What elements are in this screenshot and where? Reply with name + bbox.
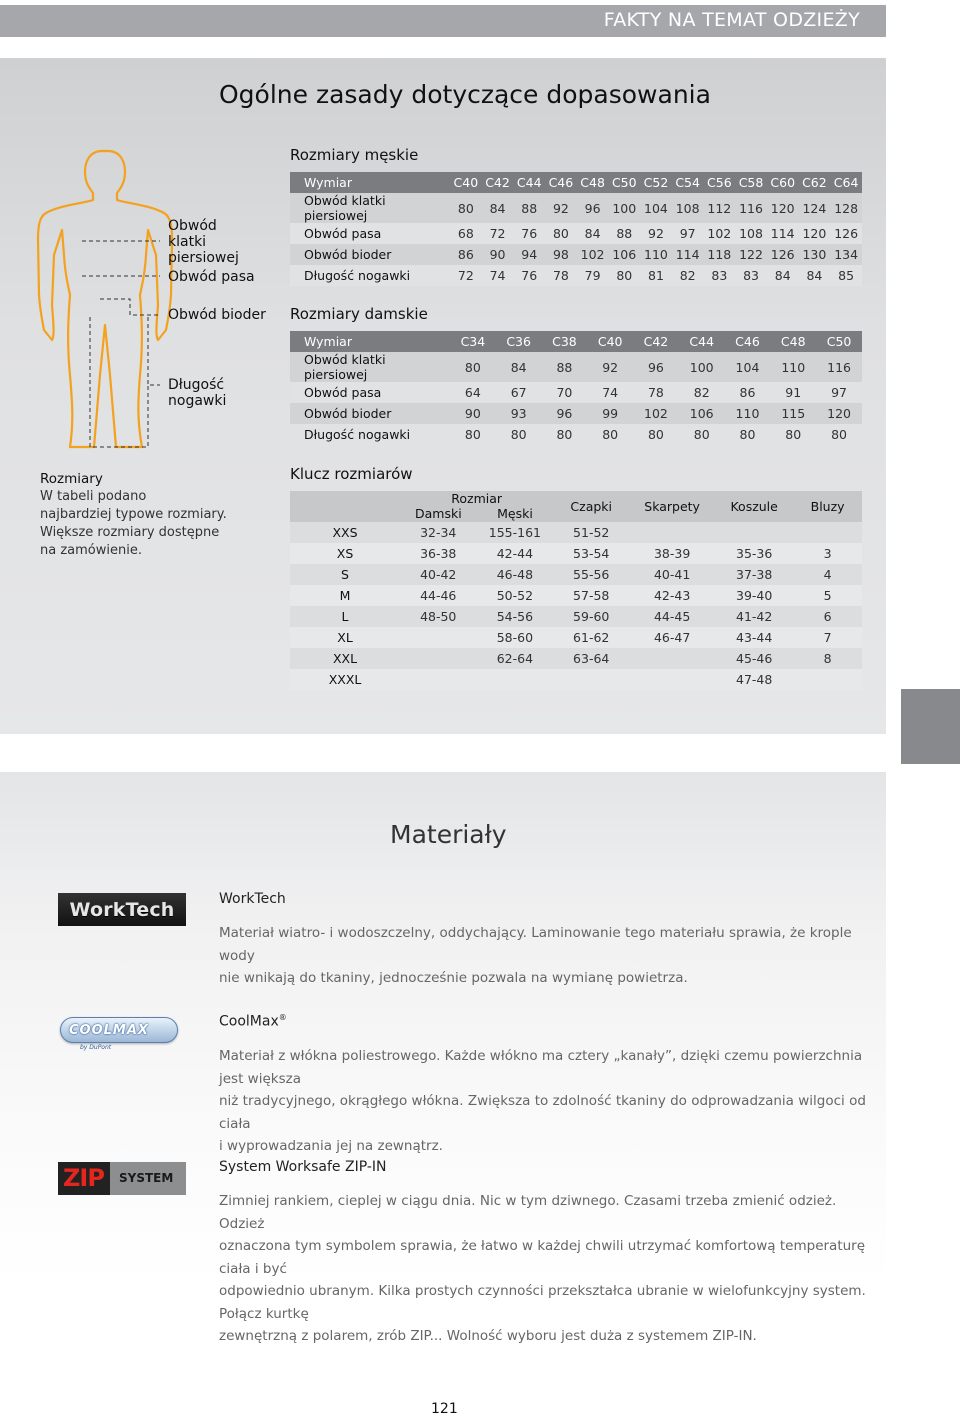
material-name xyxy=(219,1013,287,1030)
table-cell: 92 xyxy=(545,193,577,223)
table-cell: 40-42 xyxy=(400,564,476,585)
header-cell: Wymiar xyxy=(290,172,450,193)
size-header: C56 xyxy=(704,172,736,193)
table-cell: 50-52 xyxy=(476,585,553,606)
column-header: Czapki xyxy=(553,491,629,522)
table-cell: 91 xyxy=(770,382,816,403)
table-cell: 67 xyxy=(496,382,542,403)
table-cell: 130 xyxy=(799,244,831,265)
table-cell: 126 xyxy=(830,223,862,244)
table-cell: 37-38 xyxy=(715,564,793,585)
size-header: C44 xyxy=(679,331,725,352)
table-cell: 120 xyxy=(767,193,799,223)
section-header-bar xyxy=(0,5,886,37)
table-cell: 48-50 xyxy=(400,606,476,627)
size-header: C46 xyxy=(725,331,771,352)
table-cell: 84 xyxy=(496,352,542,382)
description-line: i wyprowadzania jej na zewnątrz. xyxy=(219,1138,443,1154)
womens-size-table xyxy=(290,331,862,445)
table-row xyxy=(290,403,862,424)
header-cell: Wymiar xyxy=(290,331,450,352)
page-title: Ogólne zasady dotyczące dopasowania xyxy=(219,80,711,109)
table-cell: 38-39 xyxy=(629,543,715,564)
figure-label-hips: Obwód bioder xyxy=(168,307,266,323)
row-label: Obwód bioder xyxy=(290,403,450,424)
table-cell: 46-48 xyxy=(476,564,553,585)
registered-mark: ® xyxy=(278,1013,287,1022)
table-cell xyxy=(400,669,476,690)
table-cell: 80 xyxy=(633,424,679,445)
size-header: C36 xyxy=(496,331,542,352)
note-title: Rozmiary xyxy=(40,471,103,487)
table-cell: 108 xyxy=(672,193,704,223)
table-cell: 128 xyxy=(830,193,862,223)
table-row xyxy=(290,352,862,382)
note-line: W tabeli podano xyxy=(40,489,147,504)
table-cell: 74 xyxy=(587,382,633,403)
table-cell xyxy=(553,669,629,690)
table-cell: 4 xyxy=(793,564,862,585)
table-cell: 80 xyxy=(545,223,577,244)
size-code: XXL xyxy=(290,648,400,669)
row-label: Długość nogawki xyxy=(290,265,450,286)
table-cell xyxy=(715,522,793,543)
table-row xyxy=(290,648,862,669)
column-header: Koszule xyxy=(715,491,793,522)
table-cell: 112 xyxy=(704,193,736,223)
table-row xyxy=(290,669,862,690)
table-cell xyxy=(400,627,476,648)
table-cell: 8 xyxy=(793,648,862,669)
table-cell: 46-47 xyxy=(629,627,715,648)
table-cell: 76 xyxy=(513,223,545,244)
table-cell: 114 xyxy=(767,223,799,244)
table-cell: 42-44 xyxy=(476,543,553,564)
table-row xyxy=(290,543,862,564)
table-row xyxy=(290,585,862,606)
table-cell: 122 xyxy=(735,244,767,265)
table-cell: 120 xyxy=(816,403,862,424)
material-description xyxy=(219,1190,869,1348)
table-cell xyxy=(629,648,715,669)
description-line: nie wnikają do tkaniny, jednocześnie pozwala na wymianę powietrza. xyxy=(219,970,688,986)
table-cell xyxy=(793,522,862,543)
table-cell: 83 xyxy=(704,265,736,286)
section-title: FAKTY NA TEMAT ODZIEŻY xyxy=(603,9,860,31)
row-label: Obwód bioder xyxy=(290,244,450,265)
table-cell: 58-60 xyxy=(476,627,553,648)
figure-label-leg: Długość nogawki xyxy=(168,377,227,409)
table-cell: 44-46 xyxy=(400,585,476,606)
table-cell: 72 xyxy=(450,265,482,286)
header-cell xyxy=(290,491,400,522)
table-cell: 115 xyxy=(770,403,816,424)
table-cell: 80 xyxy=(770,424,816,445)
table-cell: 92 xyxy=(640,223,672,244)
table-row xyxy=(290,606,862,627)
table-cell: 98 xyxy=(545,244,577,265)
table-header-row xyxy=(290,172,862,193)
table-cell: 83 xyxy=(735,265,767,286)
sizes-note xyxy=(40,470,227,560)
table-cell: 43-44 xyxy=(715,627,793,648)
size-header: C40 xyxy=(450,172,482,193)
body-measurement-figure xyxy=(30,145,290,460)
description-line: Materiał wiatro- i wodoszczelny, oddychający. Laminowanie tego materiału sprawia, że krople wody xyxy=(219,925,852,964)
table-cell: 32-34 xyxy=(400,522,476,543)
table-cell: 61-62 xyxy=(553,627,629,648)
table-cell: 80 xyxy=(608,265,640,286)
table-cell: 80 xyxy=(587,424,633,445)
table-cell: 80 xyxy=(542,424,588,445)
table-cell: 84 xyxy=(767,265,799,286)
table-cell: 106 xyxy=(679,403,725,424)
size-group-header xyxy=(400,491,553,522)
description-line: oznaczona tym symbolem sprawia, że łatwo w każdej chwili utrzymać komfortową temperaturę ciała i być xyxy=(219,1238,866,1277)
table-cell: 57-58 xyxy=(553,585,629,606)
table-cell: 90 xyxy=(482,244,514,265)
table-cell: 81 xyxy=(640,265,672,286)
size-header: C62 xyxy=(799,172,831,193)
table-row xyxy=(290,564,862,585)
table-cell: 68 xyxy=(450,223,482,244)
size-key-table xyxy=(290,491,862,690)
table-cell: 118 xyxy=(704,244,736,265)
table-cell: 100 xyxy=(608,193,640,223)
size-header: C64 xyxy=(830,172,862,193)
table-cell: 102 xyxy=(577,244,609,265)
table-cell: 76 xyxy=(513,265,545,286)
table-row xyxy=(290,627,862,648)
size-header: C42 xyxy=(633,331,679,352)
table-cell: 78 xyxy=(633,382,679,403)
figure-label-chest: Obwód klatki piersiowej xyxy=(168,218,239,266)
table-cell: 80 xyxy=(450,352,496,382)
table-cell: 114 xyxy=(672,244,704,265)
table-cell: 80 xyxy=(450,193,482,223)
table-cell: 97 xyxy=(816,382,862,403)
table-row xyxy=(290,193,862,223)
coolmax-logo-subtext: by DuPont xyxy=(80,1044,112,1051)
material-name: System Worksafe ZIP-IN xyxy=(219,1159,387,1175)
table-cell: 42-43 xyxy=(629,585,715,606)
table-cell: 63-64 xyxy=(553,648,629,669)
description-line: Zimniej rankiem, cieplej w ciągu dnia. Nic w tym dziwnego. Czasami trzeba zmienić odzież. Odzież xyxy=(219,1193,837,1232)
table-cell: 74 xyxy=(482,265,514,286)
table-cell: 126 xyxy=(767,244,799,265)
description-line: odpowiednio ubranym. Kilka prostych czynności przekształca ubranie w wielofunkcyjny system. Połącz kurtkę xyxy=(219,1283,866,1322)
group-header-label: Rozmiar xyxy=(451,491,503,506)
material-description xyxy=(219,1045,869,1158)
table-header-row xyxy=(290,331,862,352)
table-row xyxy=(290,424,862,445)
table-cell: 88 xyxy=(542,352,588,382)
row-label: Obwód klatki piersiowej xyxy=(290,352,450,382)
description-line: Materiał z włókna poliestrowego. Każde włókno ma cztery „kanały”, dzięki czemu powierzchnia jest większa xyxy=(219,1048,863,1087)
worktech-logo-text: WorkTech xyxy=(69,898,175,921)
table-cell: 96 xyxy=(577,193,609,223)
size-header: C52 xyxy=(640,172,672,193)
table-cell: 70 xyxy=(542,382,588,403)
table-cell: 78 xyxy=(545,265,577,286)
table-cell: 54-56 xyxy=(476,606,553,627)
size-header: C44 xyxy=(513,172,545,193)
size-header: C46 xyxy=(545,172,577,193)
table-cell xyxy=(629,522,715,543)
coolmax-logo-text: COOLMAX xyxy=(69,1022,149,1038)
table-cell: 53-54 xyxy=(553,543,629,564)
table-cell: 106 xyxy=(608,244,640,265)
table-cell: 6 xyxy=(793,606,862,627)
row-label: Długość nogawki xyxy=(290,424,450,445)
table-cell: 3 xyxy=(793,543,862,564)
column-header: Skarpety xyxy=(629,491,715,522)
size-header: C50 xyxy=(608,172,640,193)
table-cell: 64 xyxy=(450,382,496,403)
worktech-logo xyxy=(58,893,186,926)
table-cell: 7 xyxy=(793,627,862,648)
mens-sizes-title: Rozmiary męskie xyxy=(290,146,419,164)
materials-title: Materiały xyxy=(390,820,507,849)
table-cell: 59-60 xyxy=(553,606,629,627)
womens-sizes-title: Rozmiary damskie xyxy=(290,305,428,323)
zip-logo-subtext: SYSTEM xyxy=(119,1171,174,1185)
table-cell: 104 xyxy=(640,193,672,223)
description-line: niż tradycyjnego, okrągłego włókna. Zwiększa to zdolność tkaniny do odprowadzania wilgoci od ciała xyxy=(219,1093,866,1132)
table-cell: 80 xyxy=(816,424,862,445)
table-cell: 80 xyxy=(725,424,771,445)
table-cell: 55-56 xyxy=(553,564,629,585)
table-cell: 84 xyxy=(577,223,609,244)
table-cell: 84 xyxy=(482,193,514,223)
size-code: S xyxy=(290,564,400,585)
column-header: Bluzy xyxy=(793,491,862,522)
zip-logo-text: ZIP xyxy=(63,1164,104,1192)
table-cell: 102 xyxy=(633,403,679,424)
row-label: Obwód pasa xyxy=(290,382,450,403)
size-header: C34 xyxy=(450,331,496,352)
table-cell: 85 xyxy=(830,265,862,286)
table-cell: 110 xyxy=(770,352,816,382)
page-number: 121 xyxy=(431,1401,458,1417)
table-cell xyxy=(476,669,553,690)
note-line: na zamówienie. xyxy=(40,543,142,558)
table-cell: 88 xyxy=(608,223,640,244)
table-cell: 62-64 xyxy=(476,648,553,669)
size-code: XXS xyxy=(290,522,400,543)
table-cell: 92 xyxy=(587,352,633,382)
table-cell: 96 xyxy=(633,352,679,382)
table-cell: 39-40 xyxy=(715,585,793,606)
table-cell: 86 xyxy=(450,244,482,265)
table-cell: 84 xyxy=(799,265,831,286)
column-header: Damski xyxy=(415,506,462,521)
table-cell: 110 xyxy=(725,403,771,424)
figure-label-waist: Obwód pasa xyxy=(168,269,255,285)
table-cell: 72 xyxy=(482,223,514,244)
table-cell: 79 xyxy=(577,265,609,286)
size-header: C48 xyxy=(770,331,816,352)
size-header: C48 xyxy=(577,172,609,193)
table-cell xyxy=(400,648,476,669)
table-cell: 100 xyxy=(679,352,725,382)
table-row xyxy=(290,244,862,265)
table-cell: 93 xyxy=(496,403,542,424)
row-label: Obwód pasa xyxy=(290,223,450,244)
table-cell: 80 xyxy=(496,424,542,445)
table-cell: 88 xyxy=(513,193,545,223)
size-header: C58 xyxy=(735,172,767,193)
table-cell: 86 xyxy=(725,382,771,403)
table-cell: 35-36 xyxy=(715,543,793,564)
note-line: najbardziej typowe rozmiary. xyxy=(40,507,227,522)
table-cell: 45-46 xyxy=(715,648,793,669)
table-cell xyxy=(629,669,715,690)
table-cell: 47-48 xyxy=(715,669,793,690)
size-header: C38 xyxy=(542,331,588,352)
table-cell: 40-41 xyxy=(629,564,715,585)
material-description xyxy=(219,922,869,990)
size-header: C54 xyxy=(672,172,704,193)
material-name-text: CoolMax xyxy=(219,1013,279,1030)
table-header-row xyxy=(290,491,862,522)
table-cell: 134 xyxy=(830,244,862,265)
table-cell: 5 xyxy=(793,585,862,606)
table-row xyxy=(290,522,862,543)
coolmax-logo xyxy=(58,1015,184,1055)
table-cell: 116 xyxy=(816,352,862,382)
table-row xyxy=(290,223,862,244)
note-line: Większe rozmiary dostępne xyxy=(40,525,220,540)
size-header: C50 xyxy=(816,331,862,352)
description-line: zewnętrzną z polarem, zrób ZIP... Wolność wyboru jest duża z systemem ZIP-IN. xyxy=(219,1328,757,1344)
size-header: C40 xyxy=(587,331,633,352)
table-row xyxy=(290,265,862,286)
table-cell: 80 xyxy=(450,424,496,445)
column-header: Męski xyxy=(497,506,533,521)
table-cell: 96 xyxy=(542,403,588,424)
size-code: XS xyxy=(290,543,400,564)
table-cell: 36-38 xyxy=(400,543,476,564)
zip-system-logo xyxy=(58,1162,186,1195)
table-cell: 108 xyxy=(735,223,767,244)
size-header: C42 xyxy=(482,172,514,193)
table-cell: 110 xyxy=(640,244,672,265)
size-code: XXXL xyxy=(290,669,400,690)
mens-size-table xyxy=(290,172,862,286)
table-row xyxy=(290,382,862,403)
size-code: M xyxy=(290,585,400,606)
chapter-tab xyxy=(901,689,960,764)
table-cell: 120 xyxy=(799,223,831,244)
table-cell: 102 xyxy=(704,223,736,244)
table-cell: 90 xyxy=(450,403,496,424)
table-cell: 41-42 xyxy=(715,606,793,627)
table-cell: 82 xyxy=(679,382,725,403)
table-cell: 82 xyxy=(672,265,704,286)
row-label: Obwód klatki piersiowej xyxy=(290,193,450,223)
table-cell: 104 xyxy=(725,352,771,382)
table-cell: 99 xyxy=(587,403,633,424)
table-cell: 155-161 xyxy=(476,522,553,543)
table-cell: 124 xyxy=(799,193,831,223)
table-cell: 44-45 xyxy=(629,606,715,627)
size-code: XL xyxy=(290,627,400,648)
table-cell: 116 xyxy=(735,193,767,223)
table-cell xyxy=(793,669,862,690)
table-cell: 80 xyxy=(679,424,725,445)
body-outline-icon xyxy=(38,151,172,447)
size-header: C60 xyxy=(767,172,799,193)
size-key-title: Klucz rozmiarów xyxy=(290,465,413,483)
material-name: WorkTech xyxy=(219,891,286,907)
table-cell: 51-52 xyxy=(553,522,629,543)
table-cell: 94 xyxy=(513,244,545,265)
size-code: L xyxy=(290,606,400,627)
table-cell: 97 xyxy=(672,223,704,244)
measurement-guides xyxy=(82,241,160,447)
